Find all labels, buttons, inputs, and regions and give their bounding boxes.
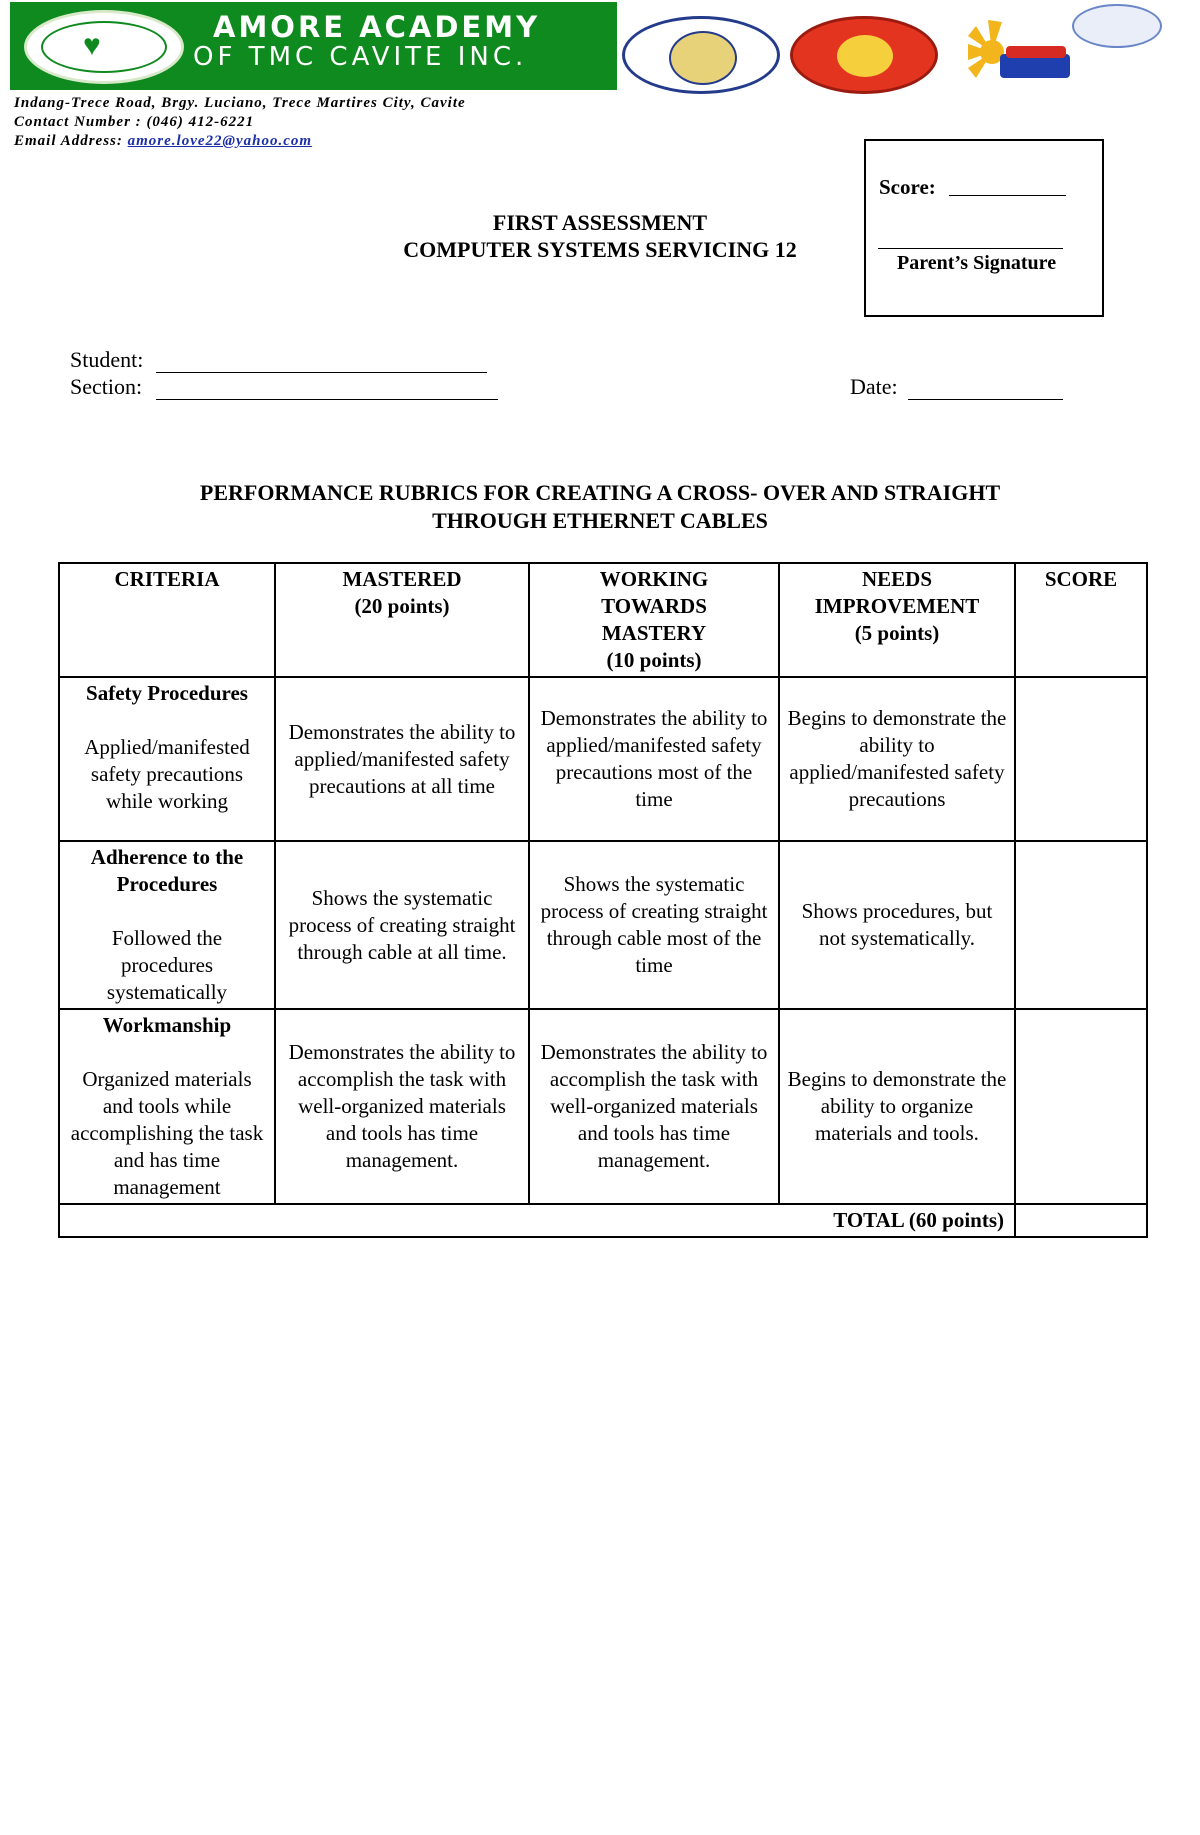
email-label: Email Address: [14,133,123,149]
school-name-line1: AMORE ACADEMY [213,10,541,44]
header-working: WORKING TOWARDS MASTERY (10 points) [529,563,779,677]
contact-number: (046) 412-6221 [146,114,255,130]
signature-label: Parent’s Signature [897,252,1057,274]
criteria-desc: Applied/manifested safety precautions while working [84,735,250,813]
criteria-title: Adherence to the Procedures [90,845,244,896]
header-criteria: CRITERIA [59,563,275,677]
table-header-row [59,563,1147,677]
section-field[interactable] [156,399,498,400]
section-label: Section: [70,374,143,399]
assessment-subtitle: COMPUTER SYSTEMS SERVICING 12 [403,237,797,262]
assessment-title: FIRST ASSESSMENT [492,210,708,235]
contact-label: Contact Number : [14,114,142,130]
header-mastered: MASTERED (20 points) [275,563,529,677]
student-label: Student: [70,347,144,372]
working-cell: Demonstrates the ability to accomplish the task with well-organized materials and tools has time management. [529,1009,779,1204]
date-label: Date: [850,374,898,399]
needs-cell: Begins to demonstrate the ability to organize materials and tools. [779,1009,1015,1204]
score-cell[interactable] [1015,1009,1147,1204]
needs-cell: Begins to demonstrate the ability to applied/manifested safety precautions [779,677,1015,841]
criteria-title: Safety Procedures [86,681,248,705]
score-field[interactable] [949,195,1066,196]
score-box [864,139,1104,317]
date-field[interactable] [908,399,1063,400]
working-cell: Shows the systematic process of creating straight through cable most of the time [529,841,779,1009]
signature-field[interactable] [878,248,1063,249]
student-field[interactable] [156,372,487,373]
contact-number-line [14,114,254,131]
header-needs: NEEDS IMPROVEMENT (5 points) [779,563,1015,677]
criteria-cell [59,677,275,841]
criteria-desc: Organized materials and tools while accomplishing the task and has time management [70,1067,264,1199]
total-score-cell[interactable] [1015,1204,1147,1237]
rubric-title-line1: PERFORMANCE RUBRICS FOR CREATING A CROSS- OVER AND STRAIGHT [199,480,1001,505]
school-logo: ♥ [24,10,184,84]
header-score: SCORE [1015,563,1147,677]
deped-seal [622,16,780,94]
school-address: Indang-Trece Road, Brgy. Luciano, Trece Martires City, Cavite [14,95,466,111]
mastered-cell: Shows the systematic process of creating straight through cable at all time. [275,841,529,1009]
deped-cavite-logo [962,10,1082,94]
email-line [14,133,312,150]
score-cell[interactable] [1015,841,1147,1009]
mastered-cell: Demonstrates the ability to applied/manifested safety precautions at all time [275,677,529,841]
email-link[interactable]: amore.love22@yahoo.com [127,133,313,149]
criteria-desc: Followed the procedures systematically [106,926,228,1004]
total-label: TOTAL (60 points) [59,1204,1015,1237]
table-row [59,677,1147,841]
table-row [59,841,1147,1009]
total-row [59,1204,1147,1237]
region-seal [790,16,938,94]
needs-cell: Shows procedures, but not systematically. [779,841,1015,1009]
table-row [59,1009,1147,1204]
rubric-title-line2: THROUGH ETHERNET CABLES [432,508,768,533]
mastered-cell: Demonstrates the ability to accomplish the task with well-organized materials and tools has time management. [275,1009,529,1204]
score-label: Score: [879,175,936,199]
criteria-cell [59,1009,275,1204]
working-cell: Demonstrates the ability to applied/manifested safety precautions most of the time [529,677,779,841]
score-cell[interactable] [1015,677,1147,841]
school-name-line2: OF TMC CAVITE INC. [193,42,528,72]
rubric-table [58,562,1148,1238]
criteria-cell [59,841,275,1009]
division-seal [1072,4,1162,48]
criteria-title: Workmanship [102,1013,232,1037]
